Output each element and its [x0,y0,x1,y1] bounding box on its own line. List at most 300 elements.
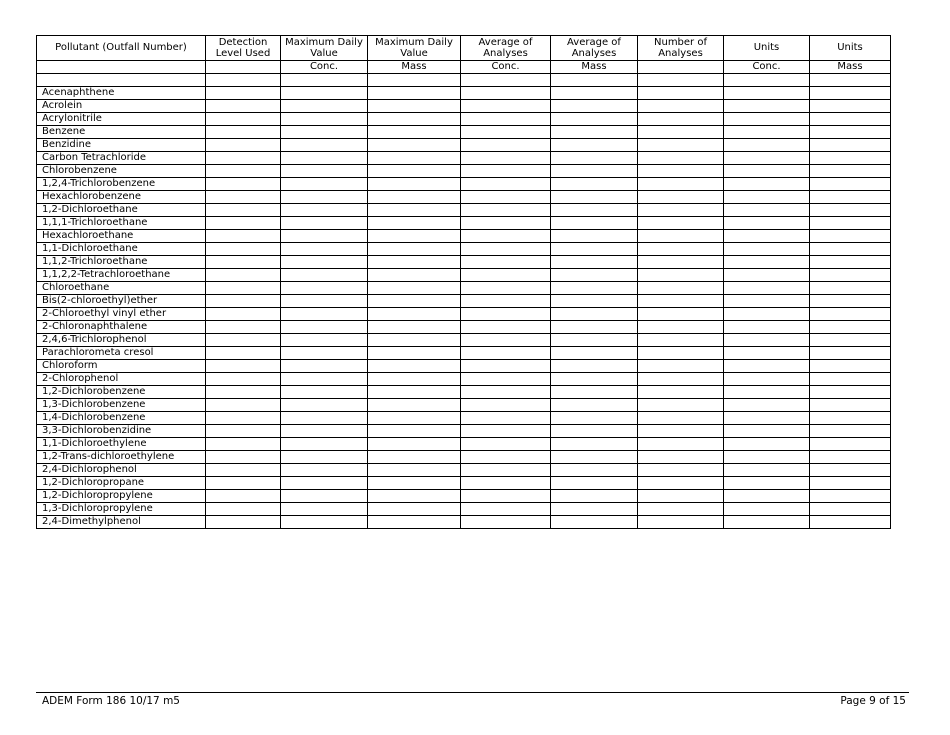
input-cell[interactable] [461,425,551,438]
input-cell[interactable] [638,295,724,308]
input-cell[interactable] [461,74,551,87]
input-cell[interactable] [368,386,461,399]
pollutant-name: Acrolein [37,100,206,113]
input-cell[interactable] [810,373,891,386]
input-cell[interactable] [281,165,368,178]
header-max-daily-conc: Maximum Daily Value [281,36,368,61]
pollutant-name: 1,1,2,2-Tetrachloroethane [37,269,206,282]
input-cell[interactable] [810,113,891,126]
input-cell[interactable] [461,490,551,503]
input-cell[interactable] [551,373,638,386]
input-cell[interactable] [461,269,551,282]
input-cell[interactable] [724,230,810,243]
input-cell[interactable] [638,165,724,178]
input-cell[interactable] [206,230,281,243]
input-cell[interactable] [638,139,724,152]
input-cell[interactable] [810,217,891,230]
input-cell[interactable] [368,451,461,464]
input-cell[interactable] [368,399,461,412]
input-cell[interactable] [810,269,891,282]
input-cell[interactable] [368,256,461,269]
input-cell[interactable] [368,191,461,204]
input-cell[interactable] [724,100,810,113]
input-cell[interactable] [206,347,281,360]
input-cell[interactable] [281,178,368,191]
input-cell[interactable] [368,217,461,230]
input-cell[interactable] [724,347,810,360]
input-cell[interactable] [206,87,281,100]
input-cell[interactable] [281,243,368,256]
input-cell[interactable] [461,243,551,256]
input-cell[interactable] [281,425,368,438]
input-cell[interactable] [638,178,724,191]
input-cell[interactable] [724,256,810,269]
input-cell[interactable] [551,87,638,100]
input-cell[interactable] [281,373,368,386]
input-cell[interactable] [724,308,810,321]
input-cell[interactable] [368,139,461,152]
input-cell[interactable] [368,425,461,438]
input-cell[interactable] [368,100,461,113]
input-cell[interactable] [206,438,281,451]
input-cell[interactable] [206,74,281,87]
input-cell[interactable] [638,230,724,243]
input-cell[interactable] [724,360,810,373]
input-cell[interactable] [368,113,461,126]
input-cell[interactable] [551,152,638,165]
input-cell[interactable] [551,308,638,321]
input-cell[interactable] [638,347,724,360]
input-cell[interactable] [724,516,810,529]
input-cell[interactable] [368,269,461,282]
input-cell[interactable] [281,438,368,451]
input-cell[interactable] [810,477,891,490]
input-cell[interactable] [206,503,281,516]
input-cell[interactable] [638,334,724,347]
input-cell[interactable] [461,412,551,425]
input-cell[interactable] [368,438,461,451]
input-cell[interactable] [810,243,891,256]
input-cell[interactable] [551,191,638,204]
input-cell[interactable] [206,191,281,204]
input-cell[interactable] [368,334,461,347]
input-cell[interactable] [638,438,724,451]
input-cell[interactable] [810,347,891,360]
input-cell[interactable] [551,256,638,269]
input-cell[interactable] [810,399,891,412]
input-cell[interactable] [206,165,281,178]
input-cell[interactable] [368,490,461,503]
input-cell[interactable] [724,152,810,165]
input-cell[interactable] [810,308,891,321]
input-cell[interactable] [281,191,368,204]
table-row [37,308,891,321]
header-units-mass: Units [810,36,891,61]
input-cell[interactable] [281,360,368,373]
input-cell[interactable] [724,477,810,490]
header-row [37,36,891,61]
input-cell[interactable] [206,412,281,425]
input-cell[interactable] [724,191,810,204]
input-cell[interactable] [724,113,810,126]
input-cell[interactable] [551,503,638,516]
input-cell[interactable] [368,230,461,243]
input-cell[interactable] [281,308,368,321]
input-cell[interactable] [368,152,461,165]
input-cell[interactable] [281,256,368,269]
input-cell[interactable] [368,243,461,256]
input-cell[interactable] [461,438,551,451]
input-cell[interactable] [281,113,368,126]
input-cell[interactable] [368,204,461,217]
input-cell[interactable] [810,334,891,347]
form-id: ADEM Form 186 10/17 m5 [42,695,180,707]
input-cell[interactable] [638,152,724,165]
input-cell[interactable] [638,243,724,256]
input-cell[interactable] [368,347,461,360]
input-cell[interactable] [206,373,281,386]
input-cell[interactable] [551,360,638,373]
input-cell[interactable] [551,295,638,308]
input-cell[interactable] [551,204,638,217]
input-cell[interactable] [724,178,810,191]
input-cell[interactable] [281,282,368,295]
input-cell[interactable] [461,191,551,204]
input-cell[interactable] [724,399,810,412]
input-cell[interactable] [206,217,281,230]
input-cell[interactable] [206,113,281,126]
input-cell[interactable] [461,295,551,308]
input-cell[interactable] [368,503,461,516]
input-cell[interactable] [206,100,281,113]
input-cell[interactable] [551,217,638,230]
input-cell[interactable] [724,425,810,438]
input-cell[interactable] [810,386,891,399]
input-cell[interactable] [206,451,281,464]
input-cell[interactable] [461,113,551,126]
input-cell[interactable] [724,217,810,230]
input-cell[interactable] [206,477,281,490]
input-cell[interactable] [724,438,810,451]
input-cell[interactable] [551,321,638,334]
input-cell[interactable] [810,100,891,113]
input-cell[interactable] [638,412,724,425]
input-cell[interactable] [724,87,810,100]
input-cell[interactable] [551,269,638,282]
input-cell[interactable] [206,204,281,217]
input-cell[interactable] [461,230,551,243]
input-cell[interactable] [551,243,638,256]
input-cell[interactable] [281,503,368,516]
input-cell[interactable] [368,412,461,425]
input-cell[interactable] [281,386,368,399]
input-cell[interactable] [368,126,461,139]
input-cell[interactable] [810,152,891,165]
input-cell[interactable] [461,373,551,386]
input-cell[interactable] [281,126,368,139]
input-cell[interactable] [551,477,638,490]
table-row [37,126,891,139]
input-cell[interactable] [638,373,724,386]
input-cell[interactable] [638,217,724,230]
input-cell[interactable] [724,243,810,256]
input-cell[interactable] [461,464,551,477]
input-cell[interactable] [281,152,368,165]
input-cell[interactable] [206,295,281,308]
input-cell[interactable] [551,438,638,451]
input-cell[interactable] [368,477,461,490]
input-cell[interactable] [810,230,891,243]
input-cell[interactable] [461,451,551,464]
header-units-conc: Units [724,36,810,61]
input-cell[interactable] [551,347,638,360]
table-row [37,256,891,269]
input-cell[interactable] [368,464,461,477]
input-cell[interactable] [206,425,281,438]
input-cell[interactable] [206,243,281,256]
input-cell[interactable] [724,165,810,178]
input-cell[interactable] [206,321,281,334]
input-cell[interactable] [810,191,891,204]
input-cell[interactable] [461,100,551,113]
subheader-cell: Conc. [724,61,810,74]
input-cell[interactable] [368,165,461,178]
input-cell[interactable] [281,269,368,282]
input-cell[interactable] [368,178,461,191]
input-cell[interactable] [461,165,551,178]
input-cell[interactable] [638,503,724,516]
input-cell[interactable] [281,347,368,360]
input-cell[interactable] [724,269,810,282]
input-cell[interactable] [461,360,551,373]
input-cell[interactable] [281,321,368,334]
input-cell[interactable] [551,126,638,139]
input-cell[interactable] [638,282,724,295]
pollutant-name: 1,2-Dichloropropylene [37,490,206,503]
pollutant-name: 1,2,4-Trichlorobenzene [37,178,206,191]
input-cell[interactable] [638,87,724,100]
input-cell[interactable] [368,282,461,295]
input-cell[interactable] [281,464,368,477]
input-cell[interactable] [724,74,810,87]
input-cell[interactable] [724,282,810,295]
input-cell[interactable] [461,503,551,516]
input-cell[interactable] [638,191,724,204]
input-cell[interactable] [281,204,368,217]
input-cell[interactable] [206,178,281,191]
input-cell[interactable] [206,490,281,503]
input-cell[interactable] [638,477,724,490]
input-cell[interactable] [281,217,368,230]
input-cell[interactable] [461,204,551,217]
input-cell[interactable] [281,477,368,490]
input-cell[interactable] [810,438,891,451]
input-cell[interactable] [368,360,461,373]
input-cell[interactable] [551,451,638,464]
input-cell[interactable] [638,490,724,503]
input-cell[interactable] [724,464,810,477]
input-cell[interactable] [551,74,638,87]
input-cell[interactable] [206,152,281,165]
input-cell[interactable] [638,451,724,464]
input-cell[interactable] [281,412,368,425]
input-cell[interactable] [461,308,551,321]
input-cell[interactable] [368,74,461,87]
input-cell[interactable] [638,516,724,529]
input-cell[interactable] [461,477,551,490]
input-cell[interactable] [810,321,891,334]
input-cell[interactable] [810,412,891,425]
input-cell[interactable] [810,139,891,152]
table-body [37,74,891,529]
input-cell[interactable] [724,373,810,386]
input-cell[interactable] [461,126,551,139]
input-cell[interactable] [281,87,368,100]
input-cell[interactable] [461,321,551,334]
input-cell[interactable] [724,139,810,152]
input-cell[interactable] [461,282,551,295]
input-cell[interactable] [461,87,551,100]
input-cell[interactable] [281,230,368,243]
input-cell[interactable] [551,113,638,126]
input-cell[interactable] [551,412,638,425]
input-cell[interactable] [281,139,368,152]
input-cell[interactable] [810,74,891,87]
input-cell[interactable] [206,126,281,139]
input-cell[interactable] [206,464,281,477]
input-cell[interactable] [461,516,551,529]
input-cell[interactable] [551,464,638,477]
blank-row [37,74,891,87]
input-cell[interactable] [810,256,891,269]
input-cell[interactable] [37,74,206,87]
input-cell[interactable] [724,503,810,516]
table-row [37,230,891,243]
input-cell[interactable] [551,386,638,399]
input-cell[interactable] [638,74,724,87]
input-cell[interactable] [368,87,461,100]
input-cell[interactable] [206,360,281,373]
input-cell[interactable] [206,399,281,412]
input-cell[interactable] [638,204,724,217]
input-cell[interactable] [638,113,724,126]
input-cell[interactable] [368,308,461,321]
input-cell[interactable] [281,334,368,347]
input-cell[interactable] [206,282,281,295]
input-cell[interactable] [461,256,551,269]
input-cell[interactable] [551,425,638,438]
input-cell[interactable] [810,360,891,373]
input-cell[interactable] [724,204,810,217]
input-cell[interactable] [368,295,461,308]
input-cell[interactable] [206,334,281,347]
input-cell[interactable] [724,295,810,308]
input-cell[interactable] [551,165,638,178]
input-cell[interactable] [206,386,281,399]
input-cell[interactable] [206,256,281,269]
input-cell[interactable] [724,321,810,334]
input-cell[interactable] [810,295,891,308]
input-cell[interactable] [461,139,551,152]
input-cell[interactable] [810,464,891,477]
input-cell[interactable] [368,373,461,386]
input-cell[interactable] [638,269,724,282]
input-cell[interactable] [551,139,638,152]
input-cell[interactable] [281,74,368,87]
input-cell[interactable] [810,178,891,191]
input-cell[interactable] [638,360,724,373]
input-cell[interactable] [638,256,724,269]
input-cell[interactable] [724,490,810,503]
input-cell[interactable] [461,217,551,230]
input-cell[interactable] [551,334,638,347]
input-cell[interactable] [551,230,638,243]
input-cell[interactable] [810,282,891,295]
input-cell[interactable] [281,399,368,412]
input-cell[interactable] [810,503,891,516]
input-cell[interactable] [281,100,368,113]
input-cell[interactable] [551,100,638,113]
input-cell[interactable] [461,347,551,360]
input-cell[interactable] [724,126,810,139]
input-cell[interactable] [724,412,810,425]
input-cell[interactable] [724,334,810,347]
pollutant-name: 1,3-Dichloropropylene [37,503,206,516]
pollutant-name: 2,4-Dimethylphenol [37,516,206,529]
input-cell[interactable] [551,490,638,503]
input-cell[interactable] [368,321,461,334]
input-cell[interactable] [461,178,551,191]
input-cell[interactable] [638,126,724,139]
input-cell[interactable] [461,334,551,347]
input-cell[interactable] [281,451,368,464]
input-cell[interactable] [206,269,281,282]
input-cell[interactable] [638,464,724,477]
input-cell[interactable] [810,490,891,503]
input-cell[interactable] [281,516,368,529]
input-cell[interactable] [638,425,724,438]
input-cell[interactable] [724,451,810,464]
input-cell[interactable] [551,399,638,412]
input-cell[interactable] [810,165,891,178]
pollutant-name: Chloroethane [37,282,206,295]
input-cell[interactable] [810,451,891,464]
input-cell[interactable] [206,308,281,321]
input-cell[interactable] [810,204,891,217]
input-cell[interactable] [281,295,368,308]
input-cell[interactable] [551,282,638,295]
input-cell[interactable] [368,516,461,529]
input-cell[interactable] [810,516,891,529]
input-cell[interactable] [206,139,281,152]
input-cell[interactable] [206,516,281,529]
input-cell[interactable] [551,516,638,529]
input-cell[interactable] [810,126,891,139]
input-cell[interactable] [638,100,724,113]
input-cell[interactable] [724,386,810,399]
input-cell[interactable] [810,87,891,100]
input-cell[interactable] [461,399,551,412]
input-cell[interactable] [638,386,724,399]
input-cell[interactable] [810,425,891,438]
input-cell[interactable] [638,308,724,321]
input-cell[interactable] [638,399,724,412]
input-cell[interactable] [281,490,368,503]
input-cell[interactable] [551,178,638,191]
input-cell[interactable] [461,386,551,399]
input-cell[interactable] [461,152,551,165]
input-cell[interactable] [638,321,724,334]
